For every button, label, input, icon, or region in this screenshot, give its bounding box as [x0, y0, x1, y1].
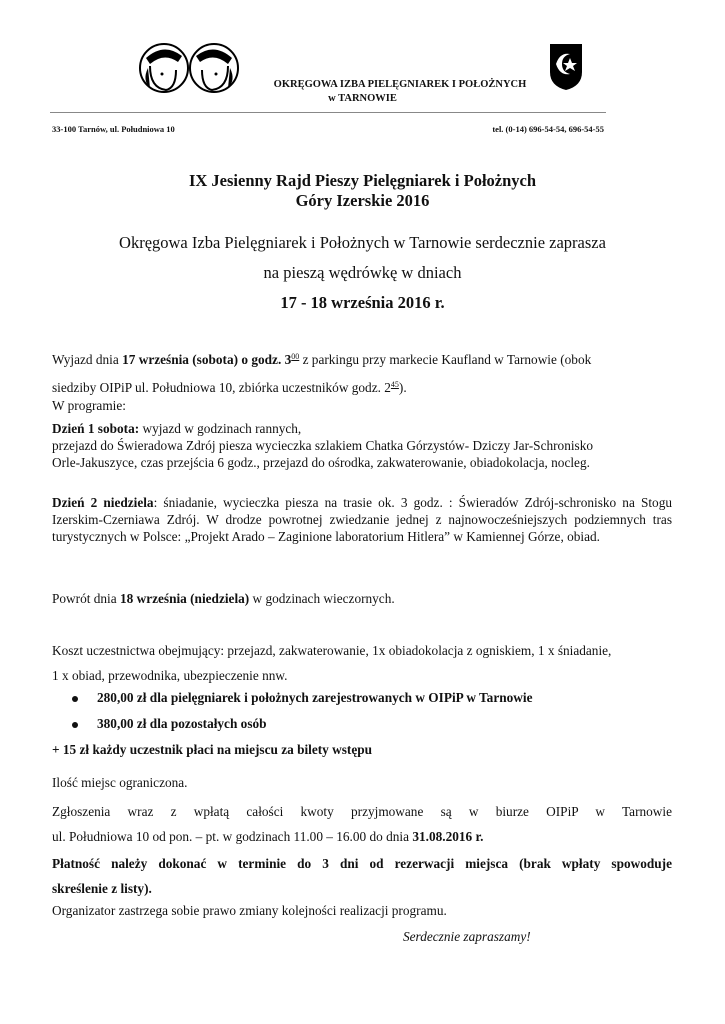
organization-name — [0, 78, 725, 106]
payment-line-1: Płatność należy dokonać w terminie do 3 dni od rezerwacji miejsca (brak wpłaty spowoduje — [52, 856, 672, 871]
departure-minutes: 00 — [291, 352, 300, 361]
departure-text-a: Wyjazd dnia — [52, 352, 123, 367]
day1-line-2: przejazd do Świeradowa Zdrój piesza wycieczka szlakiem Chatka Górzystów- Dziczy Jar-Schronisko — [52, 438, 594, 453]
gathering-text: siedziby OIPiP ul. Południowa 10, zbiórka uczestników godz. 2 — [52, 380, 391, 395]
day2-paragraph — [52, 494, 672, 545]
org-line-2: w TARNOWIE — [328, 93, 397, 104]
return-date: 18 września (niedziela) — [119, 591, 250, 606]
gathering-text-end: ). — [398, 380, 407, 395]
invite-line-2: na pieszą wędrówkę w dniach — [263, 263, 462, 282]
invite-line-1: Okręgowa Izba Pielęgniarek i Położnych w Tarnowie serdecznie zaprasza — [119, 233, 606, 252]
registration-paragraph — [52, 799, 672, 849]
cost-line-2: 1 x obiad, przewodnika, ubezpieczenie nnw. — [52, 668, 288, 683]
day1-paragraph — [52, 420, 672, 471]
day1-line-3: Orle-Jakuszyce, czas przejścia 6 godz., przejazd do ośrodka, zakwaterowanie, obiadokolacja, nocleg. — [52, 455, 590, 470]
registration-line-1: Zgłoszenia wraz z wpłatą całości kwoty przyjmowane są w biurze OIPiP w Tarnowie — [52, 804, 672, 819]
day1-label: Dzień 1 sobota: — [52, 421, 140, 436]
day2-label: Dzień 2 niedziela — [52, 495, 154, 510]
departure-paragraph — [52, 344, 672, 400]
closing-greeting: Serdecznie zapraszamy! — [403, 929, 531, 944]
extra-fee: + 15 zł każdy uczestnik płaci na miejscu za bilety wstępu — [52, 742, 373, 757]
header-divider — [50, 112, 606, 113]
payment-paragraph — [52, 851, 672, 901]
event-dates: 17 - 18 września 2016 r. — [280, 293, 445, 312]
limited-places: Ilość miejsc ograniczona. — [52, 775, 188, 790]
cost-line-1: Koszt uczestnictwa obejmujący: przejazd, zakwaterowanie, 1x obiadokolacja z ogniskiem, 1 x śniadanie, — [52, 643, 612, 658]
day2-text: : śniadanie, wycieczka piesza na trasie ok. 3 godz. : Świeradów Zdrój-schronisko na Stogu Izerskim-Czerniawa Zdrój. W drodze powrotnej zwiedzanie jednej z najnowocześniejszych podziemnych tras turystycznych w Polsce: „Projekt Arado – Zaginione laboratorium Hitlera” w Kamiennej Górze, obiad. — [52, 495, 672, 544]
registration-line-2: ul. Południowa 10 od pon. – pt. w godzinach 11.00 – 16.00 do dnia — [52, 829, 413, 844]
event-subtitle: Góry Izerskie 2016 — [295, 191, 430, 210]
return-paragraph — [52, 590, 672, 607]
return-text-a: Powrót dnia — [52, 591, 120, 606]
price-item-others: 380,00 zł dla pozostałych osób — [73, 716, 267, 732]
departure-text-c: z parkingu przy markecie Kaufland w Tarnowie (obok — [299, 352, 592, 367]
address: 33-100 Tarnów, ul. Południowa 10 — [52, 124, 175, 134]
departure-date: 17 września (sobota) o godz. 3 — [122, 352, 292, 367]
payment-line-2: skreślenie z listy). — [52, 881, 152, 896]
registration-deadline: 31.08.2016 r. — [412, 829, 484, 844]
price-item-members: 280,00 zł dla pielęgniarek i położnych zarejestrowanych w OIPiP w Tarnowie — [73, 690, 532, 706]
program-label: W programie: — [52, 398, 126, 413]
organizer-note: Organizator zastrzega sobie prawo zmiany kolejności realizacji programu. — [52, 903, 447, 918]
event-title: IX Jesienny Rajd Pieszy Pielęgniarek i Położnych — [188, 171, 537, 190]
cost-paragraph — [52, 638, 672, 688]
bullet-icon — [72, 696, 78, 702]
bullet-icon — [72, 722, 78, 728]
phone-numbers: tel. (0-14) 696-54-54, 696-54-55 — [492, 124, 604, 134]
gathering-minutes: 45 — [390, 380, 399, 389]
day1-line-1: wyjazd w godzinach rannych, — [139, 421, 302, 436]
return-text-c: w godzinach wieczornych. — [249, 591, 395, 606]
org-line-1: OKRĘGOWA IZBA PIELĘGNIAREK I POŁOŻNYCH — [273, 79, 527, 90]
